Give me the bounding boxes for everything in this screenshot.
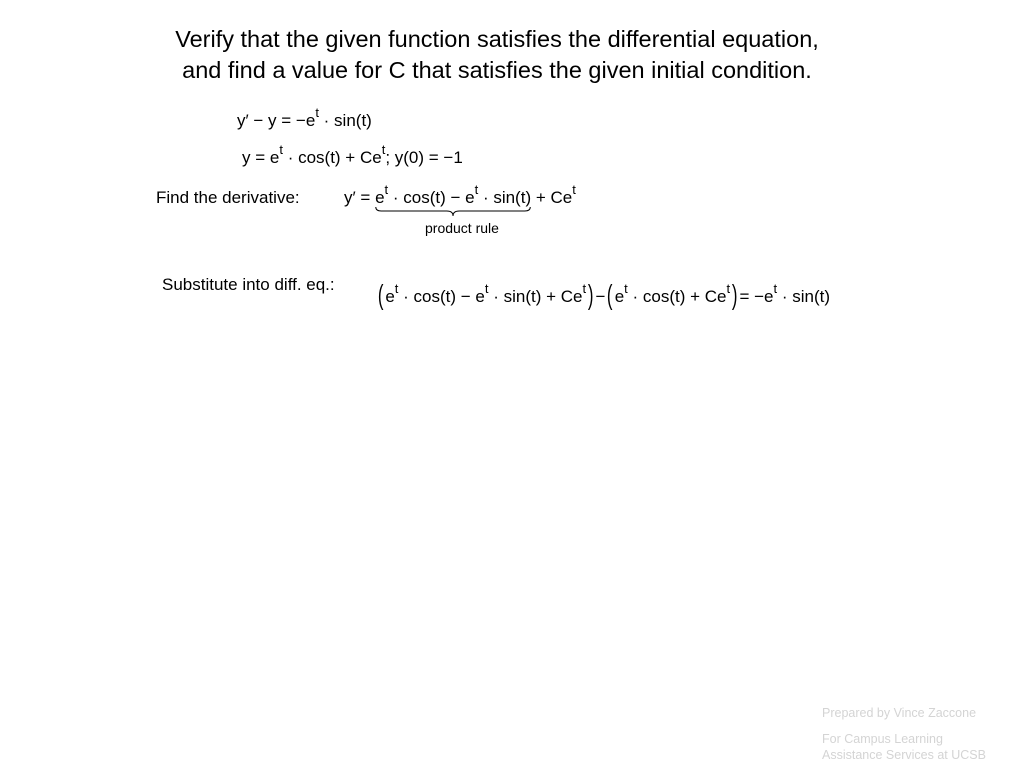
initial-condition: ; y(0) = −1 [385,148,463,167]
sub-rhs-tail: · sin(t) [777,287,831,306]
derivative-term-1: e [375,188,385,207]
prepared-by-credit: Prepared by Vince Zaccone [822,706,977,720]
problem-statement-line-2: and find a value for C that satisfies the given initial condition. [182,57,812,83]
product-rule-group [375,182,532,209]
close-paren-1: ) [587,279,594,310]
diff-eq-rhs: · sin(t) [318,111,372,130]
sub-term-4-exponent: t [624,281,628,297]
open-paren-2: ( [607,279,613,310]
diff-eq-lhs: y′ − y = −e [237,111,316,130]
derivative-term-2-exponent: t [474,182,479,198]
open-paren-1: ( [377,279,384,310]
sub-term-1: e [385,287,395,306]
derivative-step-label: Find the derivative: [156,188,300,207]
close-paren-2: ) [732,279,738,310]
substituted-equation [376,279,831,310]
sub-term-1-exponent: t [394,281,399,297]
function-part-a: y = e [242,148,280,167]
substitute-step-label: Substitute into diff. eq.: [162,275,335,294]
function-part-b: · cos(t) + Ce [282,148,382,167]
product-rule-label: product rule [425,220,499,236]
sub-rhs: = −e [739,287,774,306]
sub-term-2: · cos(t) − e [398,287,485,306]
problem-statement-line-1: Verify that the given function satisfies the differential equation, [175,26,819,52]
sub-term-5-exponent: t [726,281,731,297]
underbrace-icon [375,207,531,217]
sub-term-3: · sin(t) + Ce [488,287,583,306]
given-function [242,142,463,169]
differential-equation [237,105,372,132]
sub-term-3-exponent: t [582,281,587,297]
diff-eq-exponent: t [315,105,319,121]
campus-credit-line-2: Assistance Services at UCSB [822,748,986,762]
derivative-expression [344,182,576,209]
function-exponent-2: t [381,142,386,158]
derivative-term-2: · cos(t) − e [388,188,475,207]
derivative-suffix: + Ce [531,188,573,207]
minus-sign: − [595,287,606,306]
problem-statement [0,24,994,86]
derivative-term-3: · sin(t) [478,188,532,207]
derivative-term-1-exponent: t [384,182,389,198]
sub-term-4: e [614,287,625,306]
function-exponent-1: t [279,142,283,158]
derivative-prefix: y′ = [344,188,376,207]
campus-credit-line-1: For Campus Learning [822,732,943,746]
derivative-suffix-exponent: t [572,182,576,198]
sub-term-2-exponent: t [484,281,489,297]
sub-term-5: · cos(t) + Ce [627,287,727,306]
sub-rhs-exponent: t [773,281,778,297]
